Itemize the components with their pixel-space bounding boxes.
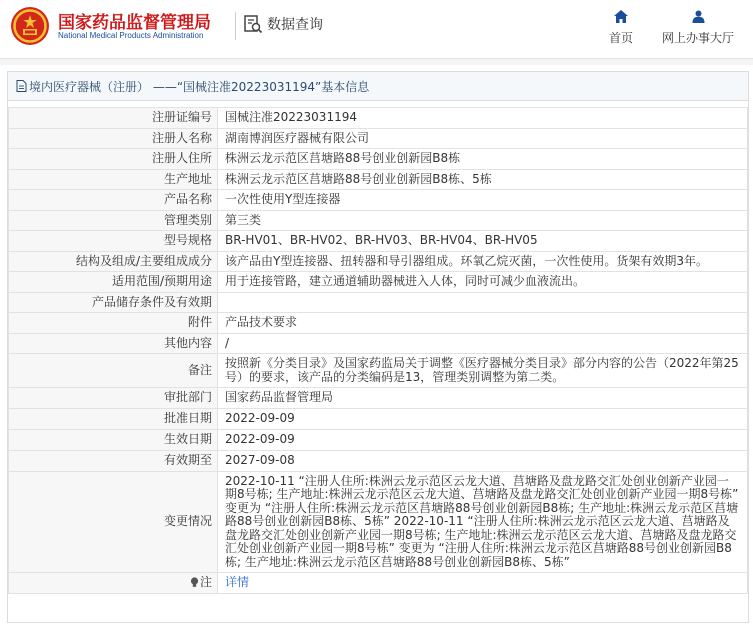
table-row: [9, 313, 748, 334]
row-label: 注册人名称: [9, 128, 218, 149]
info-panel: [7, 71, 749, 623]
note-label: 注: [199, 575, 212, 590]
data-query-label: 数据查询: [267, 17, 323, 33]
row-value: 用于连接管路，建立通道辅助器械进入人体，同时可减少血液流出。: [218, 272, 748, 293]
row-value: 一次性使用Y型连接器: [218, 190, 748, 211]
row-value: 第三类: [218, 210, 748, 231]
row-label: 其他内容: [9, 333, 218, 354]
row-value: 株洲云龙示范区莒塘路88号创业创新园B8栋、5栋: [218, 169, 748, 190]
table-row: [9, 450, 748, 471]
table-row: [9, 169, 748, 190]
row-label: 产品储存条件及有效期: [9, 292, 218, 313]
table-row: [9, 333, 748, 354]
row-label: 生产地址: [9, 169, 218, 190]
row-value: 按照新《分类目录》及国家药监局关于调整《医疗器械分类目录》部分内容的公告（2022年第25号）的要求，该产品的分类编码是13，管理类别调整为第二类。: [218, 354, 748, 388]
table-row: [9, 573, 748, 594]
data-query-link[interactable]: [243, 14, 323, 34]
details-link[interactable]: 详情: [225, 575, 250, 590]
site-name[interactable]: 国家药品监督管理局: [58, 13, 211, 33]
row-label: 审批部门: [9, 388, 218, 409]
row-value: 2022-10-11 “注册人住所:株洲云龙示范区云龙大道、莒塘路及盘龙路交汇处创业创新产业园一期8号栋; 生产地址:株洲云龙示范区云龙大道、莒塘路及盘龙路交汇处创业创新产业园一期8号栋” 变更为 “注册人住所:株洲云龙示范区莒塘路88号创业创新园B8栋; 生产地址:株洲云龙示范区莒塘路88号创业创新园B8栋、5栋” 2022-10-11 “注册人住所:株洲云龙示范区云龙大道、莒塘路及盘龙路交汇处创业创新产业园一期8号栋; 生产地址:株洲云龙示范区云龙大道、莒塘路及盘龙路交汇处创业创新产业园一期8号栋” 变更为 “注册人住所:株洲云龙示范区莒塘路88号创业创新园B8栋; 生产地址:株洲云龙示范区莒塘路88号创业创新园B8栋、5栋”: [218, 471, 748, 573]
row-value: 湖南博润医疗器械有限公司: [218, 128, 748, 149]
row-value: 该产品由Y型连接器、扭转器和导引器组成。环氧乙烷灭菌，一次性使用。货架有效期3年。: [218, 251, 748, 272]
site-name-en: National Medical Products Administration: [58, 31, 204, 40]
table-row: [9, 251, 748, 272]
row-value: /: [218, 333, 748, 354]
row-label: 变更情况: [9, 471, 218, 573]
panel-title: [8, 72, 748, 101]
nav-online-hall[interactable]: [657, 10, 739, 46]
row-label: 注册证编号: [9, 108, 218, 129]
table-row: [9, 128, 748, 149]
national-emblem-icon: [10, 6, 50, 46]
row-value: 国械注准20223031194: [218, 108, 748, 129]
table-row: [9, 149, 748, 170]
row-label: 注册人住所: [9, 149, 218, 170]
row-label: 附件: [9, 313, 218, 334]
table-row: [9, 408, 748, 429]
table-row: [9, 108, 748, 129]
row-value: 株洲云龙示范区莒塘路88号创业创新园B8栋: [218, 149, 748, 170]
row-label: 管理类别: [9, 210, 218, 231]
row-label: 有效期至: [9, 450, 218, 471]
table-row: [9, 388, 748, 409]
nav-home[interactable]: [604, 10, 638, 46]
row-label: 适用范围/预期用途: [9, 272, 218, 293]
header-divider: [235, 12, 236, 40]
document-icon: [16, 80, 27, 92]
person-icon: [692, 10, 705, 23]
row-label: 型号规格: [9, 231, 218, 252]
table-row: [9, 231, 748, 252]
row-value: 2022-09-09: [218, 408, 748, 429]
row-label: 备注: [9, 354, 218, 388]
header-band: [0, 59, 753, 65]
table-row: [9, 272, 748, 293]
table-row: [9, 190, 748, 211]
row-value: 2027-09-08: [218, 450, 748, 471]
table-row: [9, 354, 748, 388]
row-value: 产品技术要求: [218, 313, 748, 334]
row-label: 结构及组成/主要组成成分: [9, 251, 218, 272]
table-row: [9, 292, 748, 313]
note-value: [218, 573, 748, 594]
data-search-icon: [243, 14, 263, 34]
home-icon: [614, 10, 628, 23]
row-value: 国家药品监督管理局: [218, 388, 748, 409]
table-row: [9, 471, 748, 573]
table-row: [9, 210, 748, 231]
row-label: 生效日期: [9, 429, 218, 450]
note-label-cell: [9, 573, 218, 594]
lightbulb-icon: [190, 577, 199, 588]
row-label: 产品名称: [9, 190, 218, 211]
row-label: 批准日期: [9, 408, 218, 429]
site-header: [0, 0, 753, 59]
panel-title-text: 境内医疗器械（注册） ——“国械注准20223031194”基本信息: [29, 79, 370, 94]
row-value: 2022-09-09: [218, 429, 748, 450]
info-table: [8, 107, 748, 594]
table-row: [9, 429, 748, 450]
nav-online-hall-label: 网上办事大厅: [661, 31, 734, 45]
row-value: [218, 292, 748, 313]
row-value: BR-HV01、BR-HV02、BR-HV03、BR-HV04、BR-HV05: [218, 231, 748, 252]
nav-home-label: 首页: [608, 31, 633, 45]
